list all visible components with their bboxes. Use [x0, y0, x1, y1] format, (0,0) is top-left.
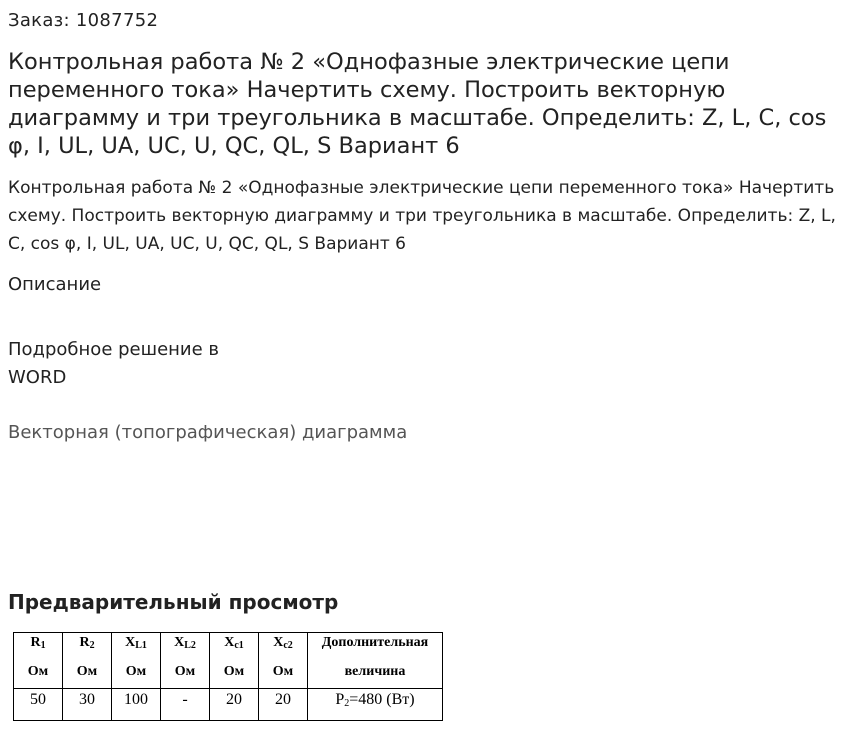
value-r2: 30	[63, 689, 112, 721]
preview-heading: Предварительный просмотр	[8, 590, 339, 614]
header-xl1: $X_{L1}$ Ом	[112, 633, 161, 689]
table-row	[14, 689, 443, 721]
value-extra: $P_2=480$ (Вт)	[308, 689, 443, 721]
header-r1: $R_1$ Ом	[14, 633, 63, 689]
description-label: Описание	[8, 274, 102, 295]
header-xl2: $X_{L2}$ Ом	[161, 633, 210, 689]
header-r2: $R_2$ Ом	[63, 633, 112, 689]
vector-diagram-caption: Векторная (топографическая) диаграмма	[8, 422, 408, 443]
value-xc2: 20	[259, 689, 308, 721]
page-title: Контрольная работа № 2 «Однофазные электрические цепи переменного тока» Начертить схему. Построить векторную диаграмму и три треугольника в масштабе. Определить: Z, L, C, cos φ, I, UL, UA, UC, U, QC, QL, S Вариант 6	[8, 49, 827, 159]
header-xc1: $X_{c1}$ Ом	[210, 633, 259, 689]
table-header-row	[14, 633, 443, 689]
solution-line-2: WORD	[8, 367, 67, 388]
header-xc2: $X_{c2}$ Ом	[259, 633, 308, 689]
description-text: Контрольная работа № 2 «Однофазные электрические цепи переменного тока» Начертить схему. Построить векторную диаграмму и три треугольника в масштабе. Определить: Z, L, C, cos φ, I, UL, UA, UC, U, QC, QL, S Вариант 6	[8, 178, 836, 254]
parameters-table	[13, 632, 443, 721]
solution-line-1: Подробное решение в	[8, 339, 220, 360]
value-r1: 50	[14, 689, 63, 721]
solution-note	[8, 336, 268, 392]
value-xl1: 100	[112, 689, 161, 721]
order-number: Заказ: 1087752	[8, 10, 159, 31]
header-extra: Дополнительная величина	[308, 633, 443, 689]
value-xl2: -	[161, 689, 210, 721]
value-xc1: 20	[210, 689, 259, 721]
